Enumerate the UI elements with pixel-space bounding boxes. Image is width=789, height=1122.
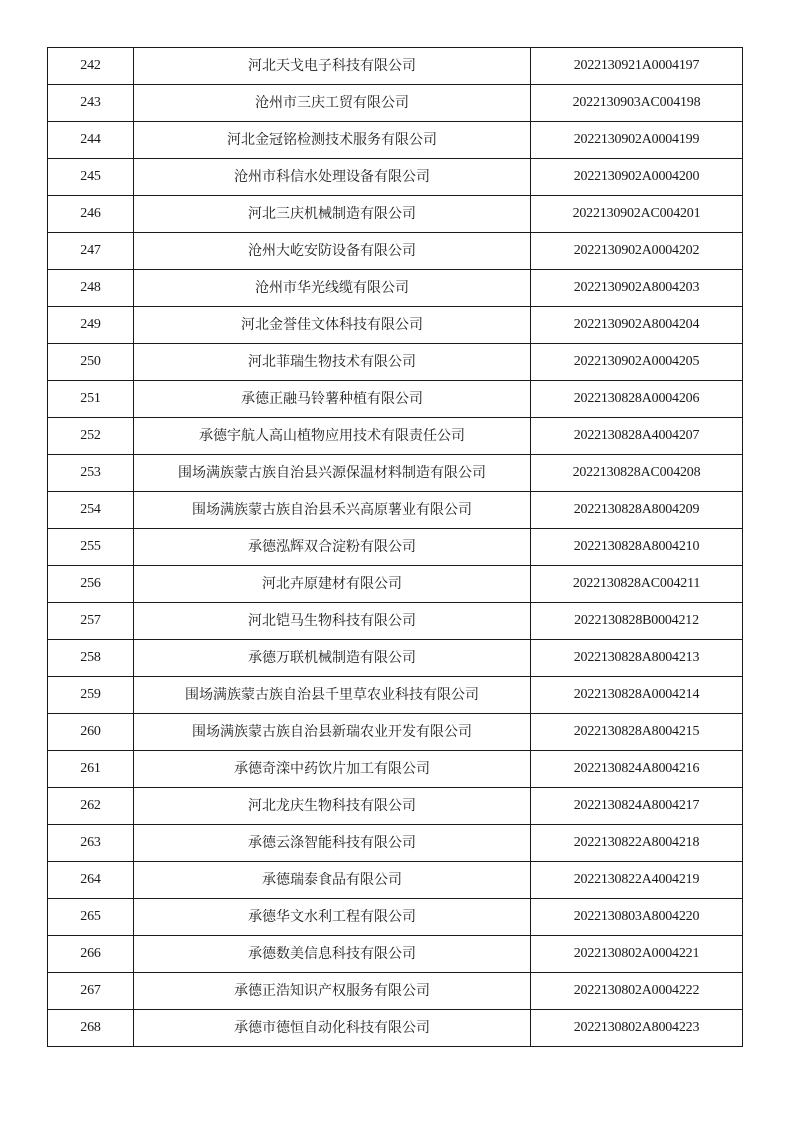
row-number: 262 [48,788,134,825]
row-number: 244 [48,122,134,159]
row-number: 257 [48,603,134,640]
row-number: 251 [48,381,134,418]
row-number: 245 [48,159,134,196]
table-row [48,566,743,603]
row-number: 260 [48,714,134,751]
row-number: 267 [48,973,134,1010]
row-number: 248 [48,270,134,307]
row-number: 249 [48,307,134,344]
company-name: 承德云涤智能科技有限公司 [134,825,531,862]
row-number: 247 [48,233,134,270]
row-number: 254 [48,492,134,529]
company-name: 承德正浩知识产权服务有限公司 [134,973,531,1010]
registration-code: 2022130822A4004219 [531,862,743,899]
table-row [48,418,743,455]
table-row [48,936,743,973]
table-row [48,751,743,788]
company-name: 承德瑞泰食品有限公司 [134,862,531,899]
row-number: 246 [48,196,134,233]
table-row [48,307,743,344]
registration-code: 2022130902AC004201 [531,196,743,233]
row-number: 268 [48,1010,134,1047]
company-name: 河北金誉佳文体科技有限公司 [134,307,531,344]
registration-code: 2022130828B0004212 [531,603,743,640]
company-name: 承德宇航人高山植物应用技术有限责任公司 [134,418,531,455]
row-number: 243 [48,85,134,122]
table-row [48,1010,743,1047]
registration-code: 2022130828A8004210 [531,529,743,566]
table-row [48,48,743,85]
company-name: 河北菲瑞生物技术有限公司 [134,344,531,381]
registration-code: 2022130824A8004216 [531,751,743,788]
table-row [48,603,743,640]
registration-code: 2022130828A4004207 [531,418,743,455]
company-name: 河北龙庆生物科技有限公司 [134,788,531,825]
company-registration-table [47,47,743,1047]
company-name: 河北铠马生物科技有限公司 [134,603,531,640]
registration-code: 2022130828A8004209 [531,492,743,529]
registration-code: 2022130902A0004200 [531,159,743,196]
row-number: 250 [48,344,134,381]
row-number: 258 [48,640,134,677]
registration-code: 2022130803A8004220 [531,899,743,936]
table-row [48,270,743,307]
registration-code: 2022130902A0004205 [531,344,743,381]
registration-code: 2022130828A0004214 [531,677,743,714]
row-number: 253 [48,455,134,492]
table-row [48,899,743,936]
table-row [48,788,743,825]
row-number: 256 [48,566,134,603]
row-number: 261 [48,751,134,788]
company-name: 沧州市科信水处理设备有限公司 [134,159,531,196]
table-row [48,455,743,492]
registration-code: 2022130902A8004204 [531,307,743,344]
registration-code: 2022130828AC004211 [531,566,743,603]
row-number: 255 [48,529,134,566]
company-name: 河北金冠铭检测技术服务有限公司 [134,122,531,159]
company-name: 围场满族蒙古族自治县禾兴高原薯业有限公司 [134,492,531,529]
table-row [48,381,743,418]
company-name: 承德数美信息科技有限公司 [134,936,531,973]
table-row [48,196,743,233]
company-name: 承德市德恒自动化科技有限公司 [134,1010,531,1047]
table-row [48,122,743,159]
registration-code: 2022130828A0004206 [531,381,743,418]
registration-code: 2022130828AC004208 [531,455,743,492]
row-number: 265 [48,899,134,936]
registration-code: 2022130802A0004222 [531,973,743,1010]
company-name: 河北三庆机械制造有限公司 [134,196,531,233]
table-row [48,85,743,122]
company-name: 沧州大屹安防设备有限公司 [134,233,531,270]
registration-code: 2022130921A0004197 [531,48,743,85]
registration-code: 2022130903AC004198 [531,85,743,122]
registration-code: 2022130902A0004202 [531,233,743,270]
company-name: 承德正融马铃薯种植有限公司 [134,381,531,418]
table-row [48,492,743,529]
table-row [48,529,743,566]
registration-code: 2022130828A8004215 [531,714,743,751]
row-number: 263 [48,825,134,862]
company-name: 河北天戈电子科技有限公司 [134,48,531,85]
registration-code: 2022130824A8004217 [531,788,743,825]
company-name: 承德泓辉双合淀粉有限公司 [134,529,531,566]
company-name: 承德华文水利工程有限公司 [134,899,531,936]
row-number: 242 [48,48,134,85]
row-number: 264 [48,862,134,899]
table-row [48,825,743,862]
table-row [48,677,743,714]
company-name: 河北卉原建材有限公司 [134,566,531,603]
row-number: 266 [48,936,134,973]
company-name: 围场满族蒙古族自治县千里草农业科技有限公司 [134,677,531,714]
table-row [48,714,743,751]
row-number: 259 [48,677,134,714]
registration-code: 2022130802A0004221 [531,936,743,973]
table-row [48,344,743,381]
registration-code: 2022130802A8004223 [531,1010,743,1047]
company-name: 承德万联机械制造有限公司 [134,640,531,677]
table-row [48,973,743,1010]
table-row [48,862,743,899]
row-number: 252 [48,418,134,455]
registration-code: 2022130902A0004199 [531,122,743,159]
company-name: 沧州市华光线缆有限公司 [134,270,531,307]
table-row [48,233,743,270]
company-name: 承德奇滦中药饮片加工有限公司 [134,751,531,788]
company-name: 沧州市三庆工贸有限公司 [134,85,531,122]
registration-code: 2022130822A8004218 [531,825,743,862]
registration-code: 2022130902A8004203 [531,270,743,307]
table-row [48,640,743,677]
registration-code: 2022130828A8004213 [531,640,743,677]
company-name: 围场满族蒙古族自治县新瑞农业开发有限公司 [134,714,531,751]
company-name: 围场满族蒙古族自治县兴源保温材料制造有限公司 [134,455,531,492]
table-row [48,159,743,196]
